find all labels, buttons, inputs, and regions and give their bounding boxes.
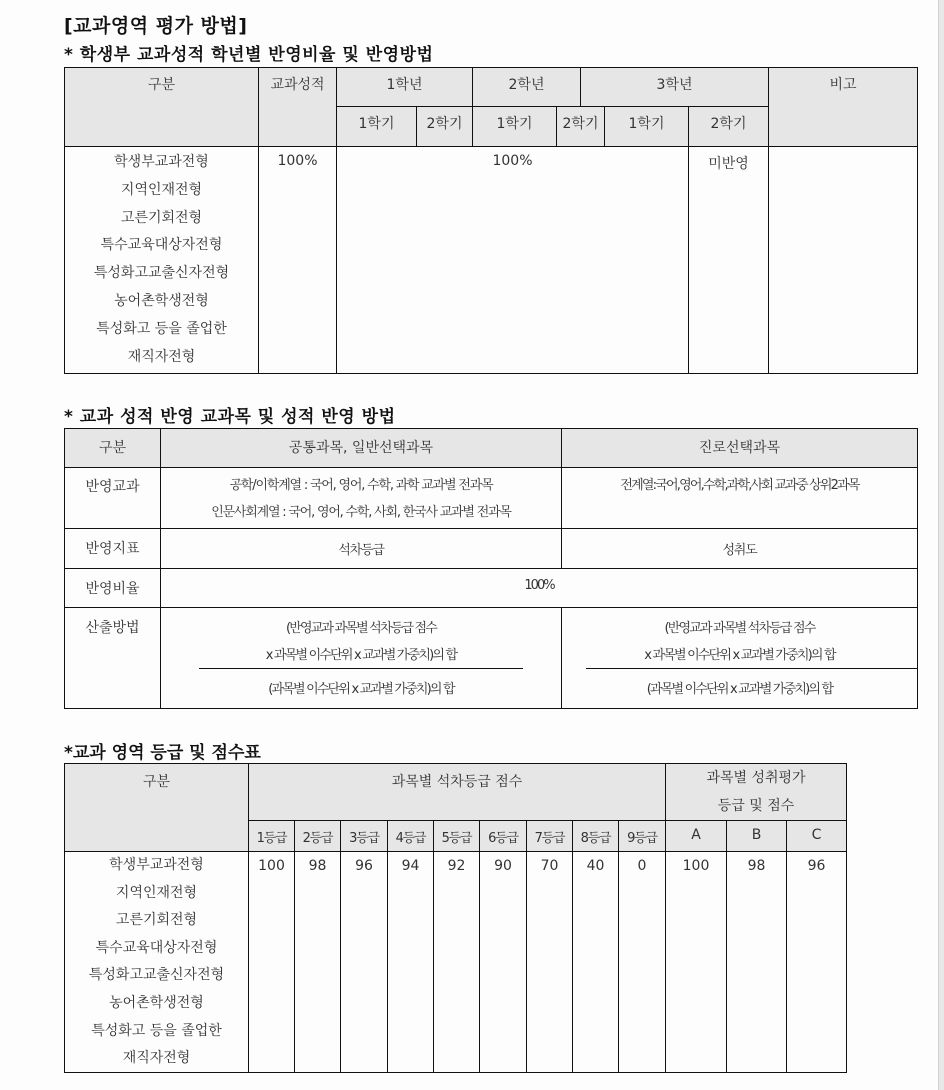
admission-type: 학생부교과전형 (114, 154, 209, 170)
header-achievement-b: B (726, 820, 787, 852)
score-grade-6: 90 (479, 851, 527, 1073)
header-year2: 2학년 (472, 67, 581, 107)
admission-type: 농어촌학생전형 (109, 994, 204, 1011)
admission-type: 재직자전형 (127, 348, 196, 365)
header-y2-sem2: 2학기 (556, 106, 605, 147)
header-grade-4: 4등급 (387, 820, 434, 852)
fraction-bar (586, 668, 918, 669)
score-achievement-a: 100 (665, 851, 727, 1073)
grades-score-value: 100% (258, 146, 337, 374)
header-grade-3: 3등급 (340, 820, 388, 852)
header-achievement-a: A (665, 820, 727, 852)
score-grade-4: 94 (387, 851, 434, 1073)
header-common-subjects: 공통과목, 일반선택과목 (160, 428, 562, 468)
header-grade-9: 9등급 (618, 820, 666, 852)
admission-type: 재직자전형 (122, 1050, 191, 1067)
page-title: [교과영역 평가 방법] (64, 15, 248, 37)
subjects-career: 전계열:국어,영어,수학,과학,사회 교과중 상위2과목 (561, 467, 918, 529)
header-grades-score: 교과성적 (258, 67, 337, 147)
indicator-common: 석차등급 (160, 528, 562, 569)
header-year1: 1학년 (336, 67, 473, 107)
score-grade-5: 92 (433, 851, 480, 1073)
header-y1-sem1: 1학기 (336, 106, 417, 147)
score-achievement-b: 98 (726, 851, 787, 1073)
admission-type: 특수교육대상자전형 (100, 237, 223, 254)
score-grade-8: 40 (572, 851, 619, 1073)
denominator: (과목별 이수단위 x 교과별 가중치)의 합 (646, 682, 833, 697)
scrollbar-track[interactable] (938, 0, 944, 1090)
header-category: 구분 (64, 67, 259, 147)
section2-heading: * 교과 성적 반영 교과목 및 성적 반영 방법 (64, 407, 396, 427)
header-rank-score: 과목별 석차등급 점수 (248, 763, 666, 821)
admission-type: 학생부교과전형 (109, 857, 204, 873)
score-grade-9: 0 (618, 851, 666, 1073)
row-label-subjects: 반영교과 (64, 467, 161, 529)
numerator-line2: x 과목별 이수단위 x 교과별 가중치)의 합 (265, 648, 457, 663)
header-achievement: 과목별 성취평가 등급 및 점수 (665, 763, 847, 821)
row-label-indicator: 반영지표 (64, 528, 161, 569)
row-label-ratio: 반영비율 (64, 568, 161, 608)
header-grade-8: 8등급 (572, 820, 619, 852)
admission-types-list (64, 146, 259, 374)
header-grade-7: 7등급 (526, 820, 573, 852)
admission-type: 특성화고교출신자전형 (88, 967, 225, 984)
header-y2-sem1: 1학기 (472, 106, 557, 147)
section3-heading: *교과 영역 등급 및 점수표 (64, 743, 261, 763)
ratio-value: 100% (160, 568, 918, 608)
admission-type: 지역인재전형 (120, 181, 203, 198)
subjects-common: 공학/이학계열 : 국어, 영어, 수학, 과학 교과별 전과목 인문사회계열 : 국어, 영어, 수학, 사회, 한국사 교과별 전과목 (160, 467, 562, 529)
header-grade-1: 1등급 (248, 820, 295, 852)
score-grade-2: 98 (294, 851, 341, 1073)
header-y3-sem1: 1학기 (604, 106, 689, 147)
numerator-line2: x 과목별 이수단위 x 교과별 가중치)의 합 (644, 648, 835, 663)
admission-type: 특수교육대상자전형 (95, 939, 218, 956)
header-year3: 3학년 (580, 67, 769, 107)
section1-heading: * 학생부 교과성적 학년별 반영비율 및 반영방법 (64, 45, 434, 65)
score-achievement-c: 96 (786, 851, 847, 1073)
header-achievement-c: C (786, 820, 847, 852)
header-grade-5: 5등급 (433, 820, 480, 852)
header-y3-sem2: 2학기 (688, 106, 769, 147)
method-common-formula (160, 607, 562, 709)
year1-to-3-1-ratio: 100% (336, 146, 689, 374)
header-category: 구분 (64, 428, 161, 468)
header-remarks: 비고 (768, 67, 918, 147)
method-career-formula (561, 607, 918, 709)
header-career-subjects: 진로선택과목 (561, 428, 918, 468)
admission-type: 고른기회전형 (115, 912, 198, 929)
numerator-line1: (반영교과 과목별 석차등급 점수 (664, 621, 815, 636)
admission-type: 농어촌학생전형 (114, 292, 209, 309)
row-label-method: 산출방법 (64, 607, 161, 709)
indicator-career: 성취도 (561, 528, 918, 569)
denominator: (과목별 이수단위 x 교과별 가중치)의 합 (268, 682, 454, 697)
score-grade-3: 96 (340, 851, 388, 1073)
header-category: 구분 (64, 763, 249, 852)
score-grade-7: 70 (526, 851, 573, 1073)
admission-type: 지역인재전형 (115, 884, 198, 901)
remarks-value (768, 146, 918, 374)
numerator-line1: (반영교과 과목별 석차등급 점수 (285, 621, 437, 636)
admission-type: 특성화고교출신자전형 (93, 265, 230, 282)
score-grade-1: 100 (248, 851, 295, 1073)
header-y1-sem2: 2학기 (416, 106, 473, 147)
admission-types-list (64, 851, 249, 1073)
fraction-bar (199, 668, 523, 669)
admission-type: 특성화고 등을 졸업한 (96, 320, 227, 337)
year3-sem2-ratio: 미반영 (688, 146, 769, 374)
header-grade-6: 6등급 (479, 820, 527, 852)
header-grade-2: 2등급 (294, 820, 341, 852)
admission-type: 고른기회전형 (120, 209, 203, 226)
admission-type: 특성화고 등을 졸업한 (91, 1022, 222, 1039)
